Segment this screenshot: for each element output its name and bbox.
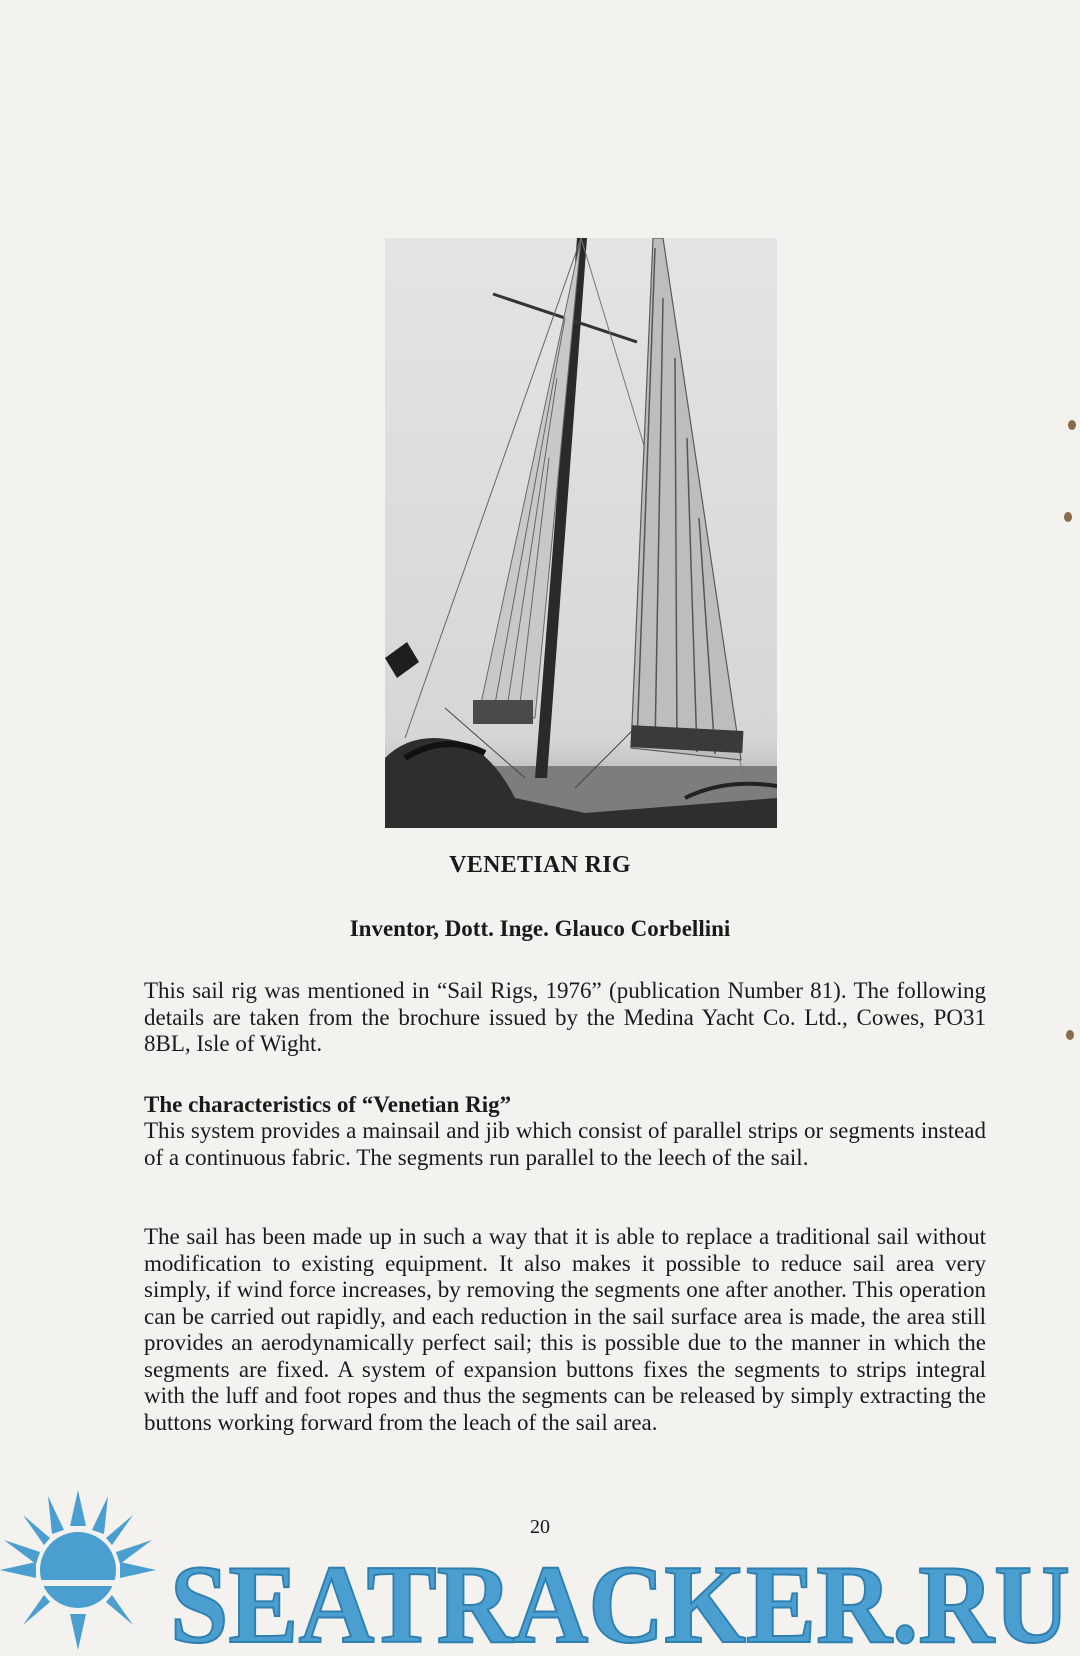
section-heading: The characteristics of “Venetian Rig” <box>144 1092 512 1117</box>
sailboat-photo-drawing <box>385 238 777 828</box>
sun-icon <box>0 1490 156 1650</box>
body-paragraph-2: The sail has been made up in such a way that it is able to replace a traditional sail without modification to existing equipment. It also makes it possible to reduce sail area very simply, if wind force increases, by removing the segments one after another. This operation can be carried out rapidly, and each reduction in the sail surface area is made, the area still provides an aerodynamically perfect sail; this is possible due to the manner in which the segments are fixed. A system of expansion buttons fixes the segments to strips integral with the luff and foot ropes and thus the segments can be released by simply extracting the buttons working forward from the leach of the sail area. <box>144 1224 986 1435</box>
watermark-text: SEATRACKER.RU <box>170 1543 1070 1656</box>
watermark-logo <box>0 1490 1080 1656</box>
page-edge-mark <box>1066 1030 1074 1040</box>
body-paragraph-1: This system provides a mainsail and jib which consist of parallel strips or segments instead of a continuous fabric. The segments run parallel to the leech of the sail. <box>144 1118 986 1170</box>
page-edge-mark <box>1068 420 1076 430</box>
page-edge-mark <box>1064 512 1072 522</box>
article-title: VENETIAN RIG <box>449 852 631 878</box>
watermark-graphic <box>0 1490 1080 1656</box>
sailboat-photo <box>385 238 777 828</box>
page-number: 20 <box>530 1516 550 1538</box>
intro-paragraph: This sail rig was mentioned in “Sail Rigs, 1976” (publication Number 81). The following details are taken from the brochure issued by the Medina Yacht Co. Ltd., Cowes, PO31 8BL, Isle of Wight. <box>144 978 986 1056</box>
article-subtitle: Inventor, Dott. Inge. Glauco Corbellini <box>349 916 731 941</box>
